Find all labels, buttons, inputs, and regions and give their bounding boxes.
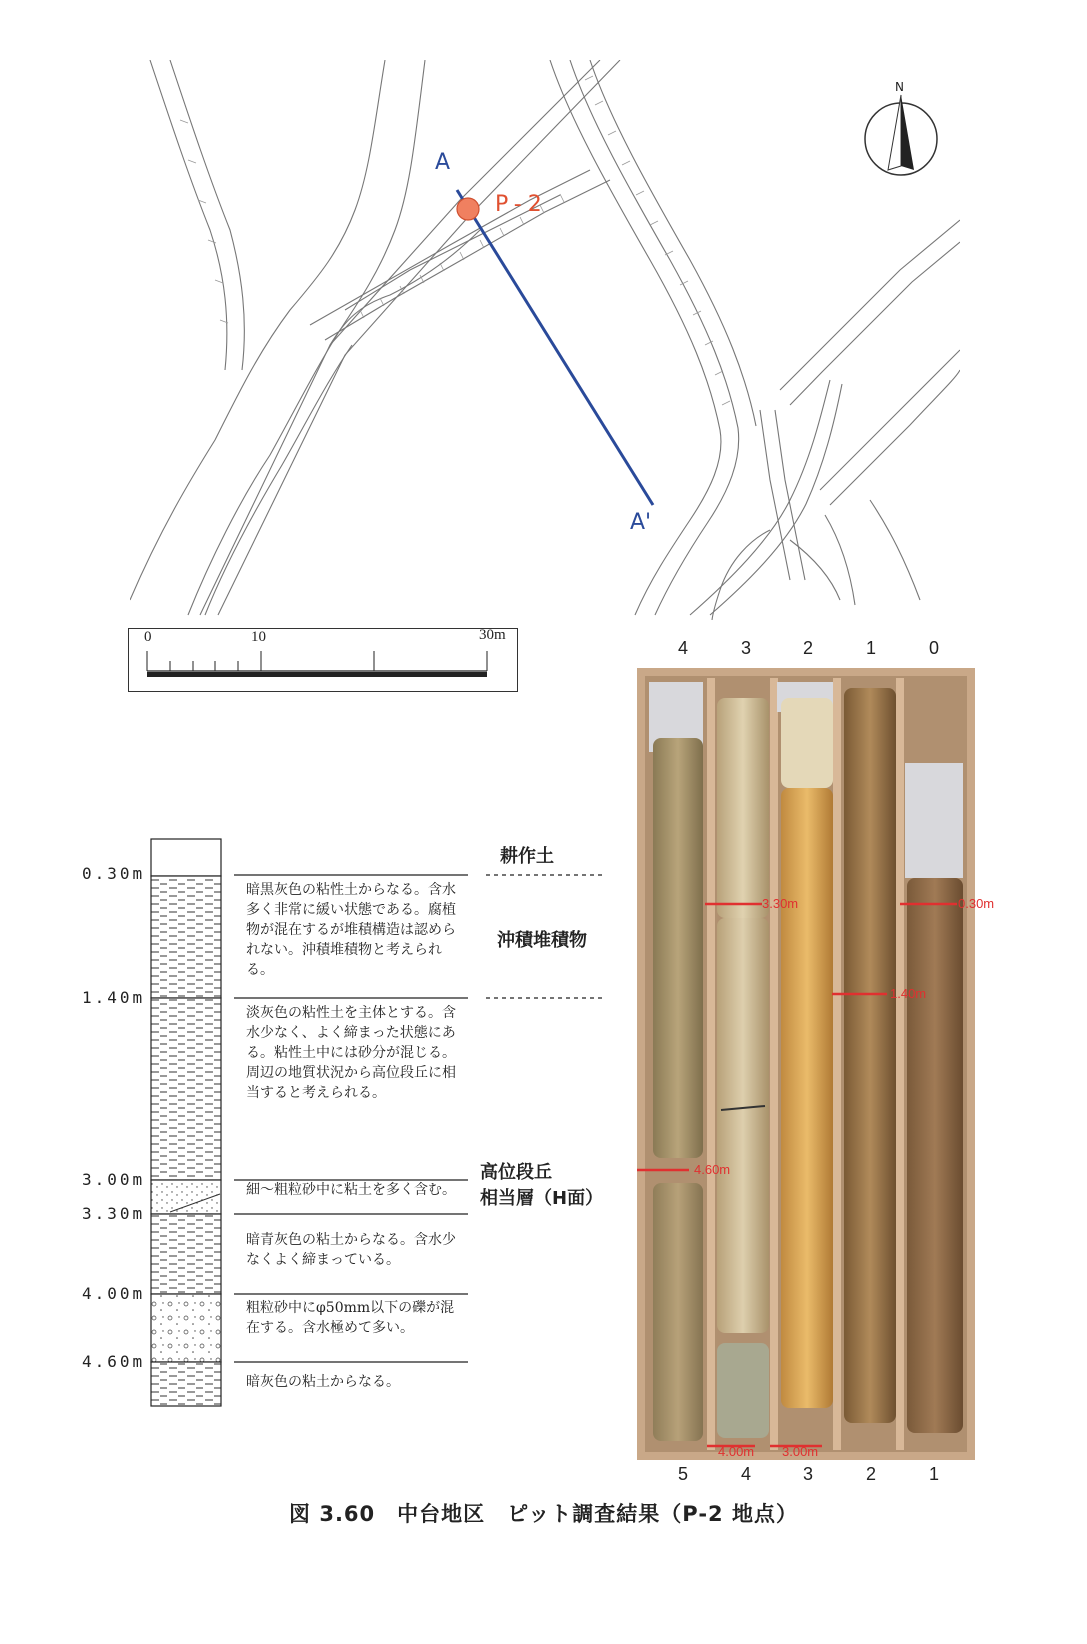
depth-label: 3.00m xyxy=(82,1170,146,1189)
layer-name-terrace: 高位段丘 xyxy=(480,1162,552,1183)
layer-description: 淡灰色の粘性土を主体とする。含水少なく、よく締まった状態にある。粘性土中には砂分が混じる。周辺の地質状況から高位段丘に相当すると考えられる。 xyxy=(246,1005,456,1101)
geologic-column xyxy=(150,838,224,1408)
core-box-top-number: 3 xyxy=(740,638,751,658)
layer-name-alluvium: 沖積堆積物 xyxy=(497,930,587,951)
layer-name-topsoil: 耕作土 xyxy=(500,846,554,867)
core-box-bottom-number: 5 xyxy=(677,1464,688,1484)
depth-label: 4.60m xyxy=(82,1352,146,1371)
depth-label: 3.30m xyxy=(82,1204,146,1223)
figure-caption: 図 3.60 中台地区 ピット調査結果（P-2 地点） xyxy=(289,1502,798,1526)
core-box-bottom-number: 1 xyxy=(928,1464,939,1484)
north-arrow-icon xyxy=(865,95,937,175)
p2-point-label: P-2 xyxy=(495,192,548,217)
depth-label: 0.30m xyxy=(82,864,146,883)
core-depth-mark: 0.30m xyxy=(958,896,995,911)
depth-label: 1.40m xyxy=(82,988,146,1007)
core-box-top-number: 1 xyxy=(865,638,876,658)
section-end-label: A' xyxy=(630,510,652,535)
site-plan-map xyxy=(130,60,960,620)
section-start-label: A xyxy=(435,150,451,175)
core-box-bottom-number: 4 xyxy=(740,1464,751,1484)
core-depth-mark: 4.00m xyxy=(718,1444,755,1459)
north-label: N xyxy=(895,80,904,94)
core-depth-mark: 3.30m xyxy=(762,896,799,911)
scale-bar xyxy=(128,628,518,692)
core-box-top-number: 0 xyxy=(928,638,939,658)
core-box-bottom-number: 2 xyxy=(865,1464,876,1484)
core-box-top-number: 4 xyxy=(677,638,688,658)
core-depth-mark: 1.40m xyxy=(890,986,927,1001)
layer-name-terrace-sub: 相当層（H面） xyxy=(480,1188,604,1209)
depth-label: 4.00m xyxy=(82,1284,146,1303)
layer-description: 暗青灰色の粘土からなる。含水少なくよく締まっている。 xyxy=(246,1232,456,1268)
p2-point-marker xyxy=(457,198,479,220)
layer-description: 暗黒灰色の粘性土からなる。含水多く非常に緩い状態である。腐植物が混在するが堆積構造は認められない。沖積堆積物と考えられる。 xyxy=(246,882,456,978)
layer-description: 細～粗粒砂中に粘土を多く含む。 xyxy=(246,1182,456,1198)
layer-description: 暗灰色の粘土からなる。 xyxy=(246,1374,400,1390)
section-line xyxy=(457,190,653,505)
core-depth-mark: 3.00m xyxy=(782,1444,819,1459)
scale-tick-10: 10 xyxy=(251,629,266,645)
layer-description: 粗粒砂中にφ50mm以下の礫が混在する。含水極めて多い。 xyxy=(246,1300,455,1336)
core-depth-mark: 4.60m xyxy=(694,1162,731,1177)
core-box-photo xyxy=(637,668,975,1460)
scale-tick-30m: 30m xyxy=(479,627,506,643)
core-box-bottom-number: 3 xyxy=(802,1464,813,1484)
scale-tick-0: 0 xyxy=(144,629,152,645)
core-box-top-number: 2 xyxy=(802,638,813,658)
